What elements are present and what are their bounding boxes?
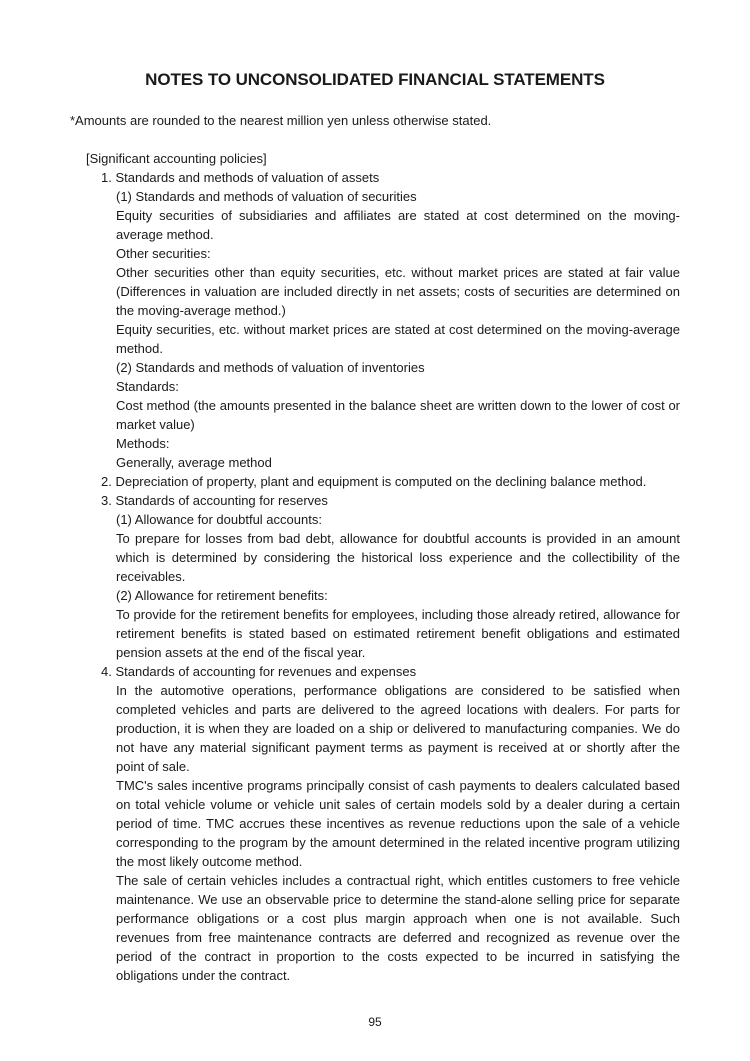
heading-4: 4. Standards of accounting for revenues and expenses — [101, 664, 417, 679]
paragraph-equity-subsidiaries: Equity securities of subsidiaries and affiliates are stated at cost determined on the moving-average method. — [116, 208, 680, 242]
heading-1: 1. Standards and methods of valuation of assets — [101, 170, 380, 185]
paragraph-free-maintenance: The sale of certain vehicles includes a contractual right, which entitles customers to free vehicle maintenance. We use an observable price to determine the stand-alone selling price for separate performance obligations or a cost plus margin approach when one is not available. Such revenues from free maintenance contracts are deferred and recognized as revenue over the period of the contract in proportion to the costs expected to be incurred in satisfying the obligations under the contract. — [116, 873, 680, 983]
paragraph-average-method: Generally, average method — [116, 455, 272, 470]
paragraph-cost-method: Cost method (the amounts presented in the balance sheet are written down to the lower of cost or market value) — [116, 398, 680, 432]
page-title: NOTES TO UNCONSOLIDATED FINANCIAL STATEMENTS — [145, 70, 605, 89]
section-heading: [Significant accounting policies] — [86, 151, 267, 166]
paragraph-automotive-operations: In the automotive operations, performance obligations are considered to be satisfied when completed vehicles and parts are delivered to the agreed locations with dealers. For parts for production, it is when they are loaded on a ship or delivered to manufacturing companies. We do not have any material significant payment terms as payment is received at or shortly after the point of sale. — [116, 683, 680, 774]
paragraph-retirement-benefits: To provide for the retirement benefits for employees, including those already retired, allowance for retirement benefits is stated based on estimated retirement benefit obligations and estimated pension assets at the end of the fiscal year. — [116, 607, 680, 660]
rounding-note: *Amounts are rounded to the nearest million yen unless otherwise stated. — [70, 113, 492, 128]
page-number: 95 — [368, 1015, 382, 1029]
paragraph-doubtful-accounts: To prepare for losses from bad debt, allowance for doubtful accounts is provided in an amount which is determined by considering the historical loss experience and the collectibility of the receivables. — [116, 531, 680, 584]
subheading-1-2: (2) Standards and methods of valuation of inventories — [116, 360, 425, 375]
paragraph-equity-cost: Equity securities, etc. without market prices are stated at cost determined on the moving-average method. — [116, 322, 680, 356]
heading-2: 2. Depreciation of property, plant and equipment is computed on the declining balance method. — [101, 474, 647, 489]
paragraph-other-securities-fair-value: Other securities other than equity securities, etc. without market prices are stated at fair value (Differences in valuation are included directly in net assets; costs of securities are determined on the moving-average method.) — [116, 265, 680, 318]
label-standards: Standards: — [116, 379, 179, 394]
subheading-1-1: (1) Standards and methods of valuation of securities — [116, 189, 417, 204]
label-methods: Methods: — [116, 436, 170, 451]
subheading-3-2: (2) Allowance for retirement benefits: — [116, 588, 328, 603]
subheading-3-1: (1) Allowance for doubtful accounts: — [116, 512, 322, 527]
paragraph-sales-incentives: TMC's sales incentive programs principally consist of cash payments to dealers calculated based on total vehicle volume or vehicle unit sales of certain models sold by a dealer during a certain period of time. TMC accrues these incentives as revenue reductions upon the sale of a vehicle corresponding to the program by the amount determined in the related incentive program utilizing the most likely outcome method. — [116, 778, 680, 869]
label-other-securities: Other securities: — [116, 246, 211, 261]
heading-3: 3. Standards of accounting for reserves — [101, 493, 328, 508]
notes-body — [0, 149, 750, 985]
